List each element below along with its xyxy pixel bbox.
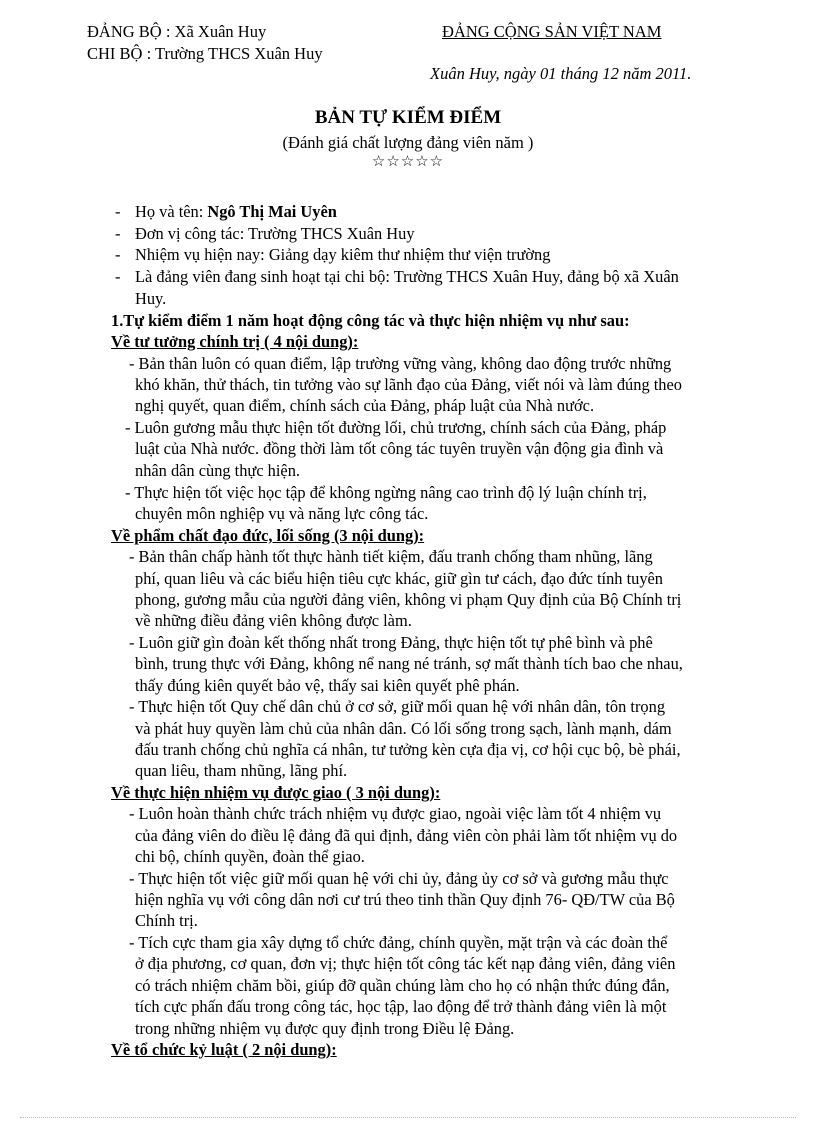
ethics-p3-line: - Thực hiện tốt Quy chế dân chủ ở cơ sở, giữ mối quan hệ với nhân dân, tôn trọng [129, 697, 666, 716]
ethics-heading: Về phẩm chất đạo đức, lối sống (3 nội dung): [111, 526, 425, 545]
duties-p3-line: trong những nhiệm vụ được quy định trong Điều lệ Đảng. [135, 1019, 515, 1038]
party-name-title: ĐẢNG CỘNG SẢN VIỆT NAM [442, 22, 662, 41]
ethics-p1-line: về những điều đảng viên không được làm. [135, 611, 412, 630]
politics-p1-line: khó khăn, thử thách, tin tưởng vào sự lãnh đạo của Đảng, viết nói và làm đúng theo [135, 375, 682, 394]
duties-p3-line: có trách nhiệm chăm bồi, giúp đỡ quần chúng làm cho họ có nhận thức đúng đắn, [135, 976, 670, 995]
duties-p1-line: - Luôn hoàn thành chức trách nhiệm vụ được giao, ngoài việc làm tốt 4 nhiệm vụ [129, 804, 662, 823]
politics-p1-line: - Bản thân luôn có quan điểm, lập trường vững vàng, không dao động trước những [129, 354, 672, 373]
ethics-p3-line: và phát huy quyền làm chủ của nhân dân. Có lối sống trong sạch, lành mạnh, dám [135, 719, 672, 738]
duties-p1-line: của đảng viên do điều lệ đảng đã qui định, đảng viên còn phải làm tốt nhiệm vụ do [135, 826, 678, 845]
duties-heading: Về thực hiện nhiệm vụ được giao ( 3 nội dung): [111, 783, 441, 802]
duties-p2-line: hiện nghĩa vụ với công dân nơi cư trú theo tinh thần Quy định 76- QĐ/TW của Bộ [135, 890, 675, 909]
list-dash: - [115, 224, 121, 243]
list-dash: - [115, 267, 121, 286]
title-stars: ☆☆☆☆☆ [371, 154, 445, 170]
politics-p2-line: nhân dân cùng thực hiện. [135, 461, 301, 480]
name-row [135, 202, 337, 222]
list-dash: - [115, 202, 121, 221]
ethics-p3-line: đấu tranh chống chủ nghĩa cá nhân, tư tưởng kèn cựa địa vị, cơ hội cục bộ, bè phái, [135, 740, 681, 759]
membership-line-2: Huy. [135, 289, 167, 308]
politics-heading: Về tư tưởng chính trị ( 4 nội dung): [111, 332, 359, 351]
politics-p3-line: chuyên môn nghiệp vụ và năng lực công tác. [135, 504, 429, 523]
ethics-p3-line: quan liêu, tham nhũng, lãng phí. [135, 761, 348, 780]
politics-p3-line: - Thực hiện tốt việc học tập để không ngừng nâng cao trình độ lý luận chính trị, [125, 483, 647, 502]
ethics-p2-line: bình, trung thực với Đảng, không nể nang né tránh, sợ mất thành tích bao che nhau, [135, 654, 683, 673]
party-committee-label: ĐẢNG BỘ : Xã Xuân Huy [87, 22, 267, 41]
politics-p2-line: - Luôn gương mẫu thực hiện tốt đường lối, chủ trương, chính sách của Đảng, pháp [125, 418, 667, 437]
name-value: Ngô Thị Mai Uyên [207, 202, 337, 221]
document-date: Xuân Huy, ngày 01 tháng 12 năm 2011. [430, 64, 692, 83]
duties-p2-line: - Thực hiện tốt việc giữ mối quan hệ với chi ủy, đảng ủy cơ sở và gương mẫu thực [129, 869, 669, 888]
duties-p3-line: tích cực phấn đấu trong công tác, học tập, lao động để trở thành đảng viên là một [135, 997, 667, 1016]
work-unit: Đơn vị công tác: Trường THCS Xuân Huy [135, 224, 415, 243]
document-title: BẢN TỰ KIỂM ĐIỂM [314, 107, 502, 128]
duties-p3-line: ở địa phương, cơ quan, đơn vị; thực hiện tốt công tác kết nạp đảng viên, đảng viên [135, 954, 676, 973]
duties-p3-line: - Tích cực tham gia xây dựng tổ chức đảng, chính quyền, mặt trận và các đoàn thể [129, 933, 668, 952]
politics-p2-line: luật của Nhà nước. đồng thời làm tốt công tác tuyên truyền vận động gia đình và [135, 439, 664, 458]
name-label: Họ và tên: [135, 202, 208, 221]
section-1-heading: 1.Tự kiểm điểm 1 năm hoạt động công tác và thực hiện nhiệm vụ như sau: [111, 311, 630, 330]
politics-p1-line: nghị quyết, quan điểm, chính sách của Đảng, pháp luật của Nhà nước. [135, 396, 595, 415]
ethics-p1-line: phí, quan liêu và các biểu hiện tiêu cực khác, giữ gìn tư cách, đạo đức tính tuyên [135, 569, 663, 588]
list-dash: - [115, 245, 121, 264]
ethics-p1-line: phong, gương mẫu của người đảng viên, không vi phạm Quy định của Bộ Chính trị [135, 590, 682, 609]
party-cell-label: CHI BỘ : Trường THCS Xuân Huy [87, 44, 323, 63]
current-duty: Nhiệm vụ hiện nay: Giảng dạy kiêm thư nhiệm thư viện trường [135, 245, 551, 264]
membership-line-1: Là đảng viên đang sinh hoạt tại chi bộ: Trường THCS Xuân Huy, đảng bộ xã Xuân [135, 267, 679, 286]
discipline-heading: Về tổ chức kỷ luật ( 2 nội dung): [111, 1040, 337, 1059]
duties-p2-line: Chính trị. [135, 911, 198, 930]
duties-p1-line: chi bộ, chính quyền, đoàn thể giao. [135, 847, 365, 866]
ethics-p2-line: thấy đúng kiên quyết bảo vệ, thấy sai kiên quyết phê phán. [135, 676, 520, 695]
page-bottom-rule [20, 1117, 796, 1118]
ethics-p1-line: - Bản thân chấp hành tốt thực hành tiết kiệm, đấu tranh chống tham nhũng, lãng [129, 547, 653, 566]
document-subtitle: (Đánh giá chất lượng đảng viên năm ) [282, 133, 534, 152]
ethics-p2-line: - Luôn giữ gìn đoàn kết thống nhất trong Đảng, thực hiện tốt tự phê bình và phê [129, 633, 653, 652]
